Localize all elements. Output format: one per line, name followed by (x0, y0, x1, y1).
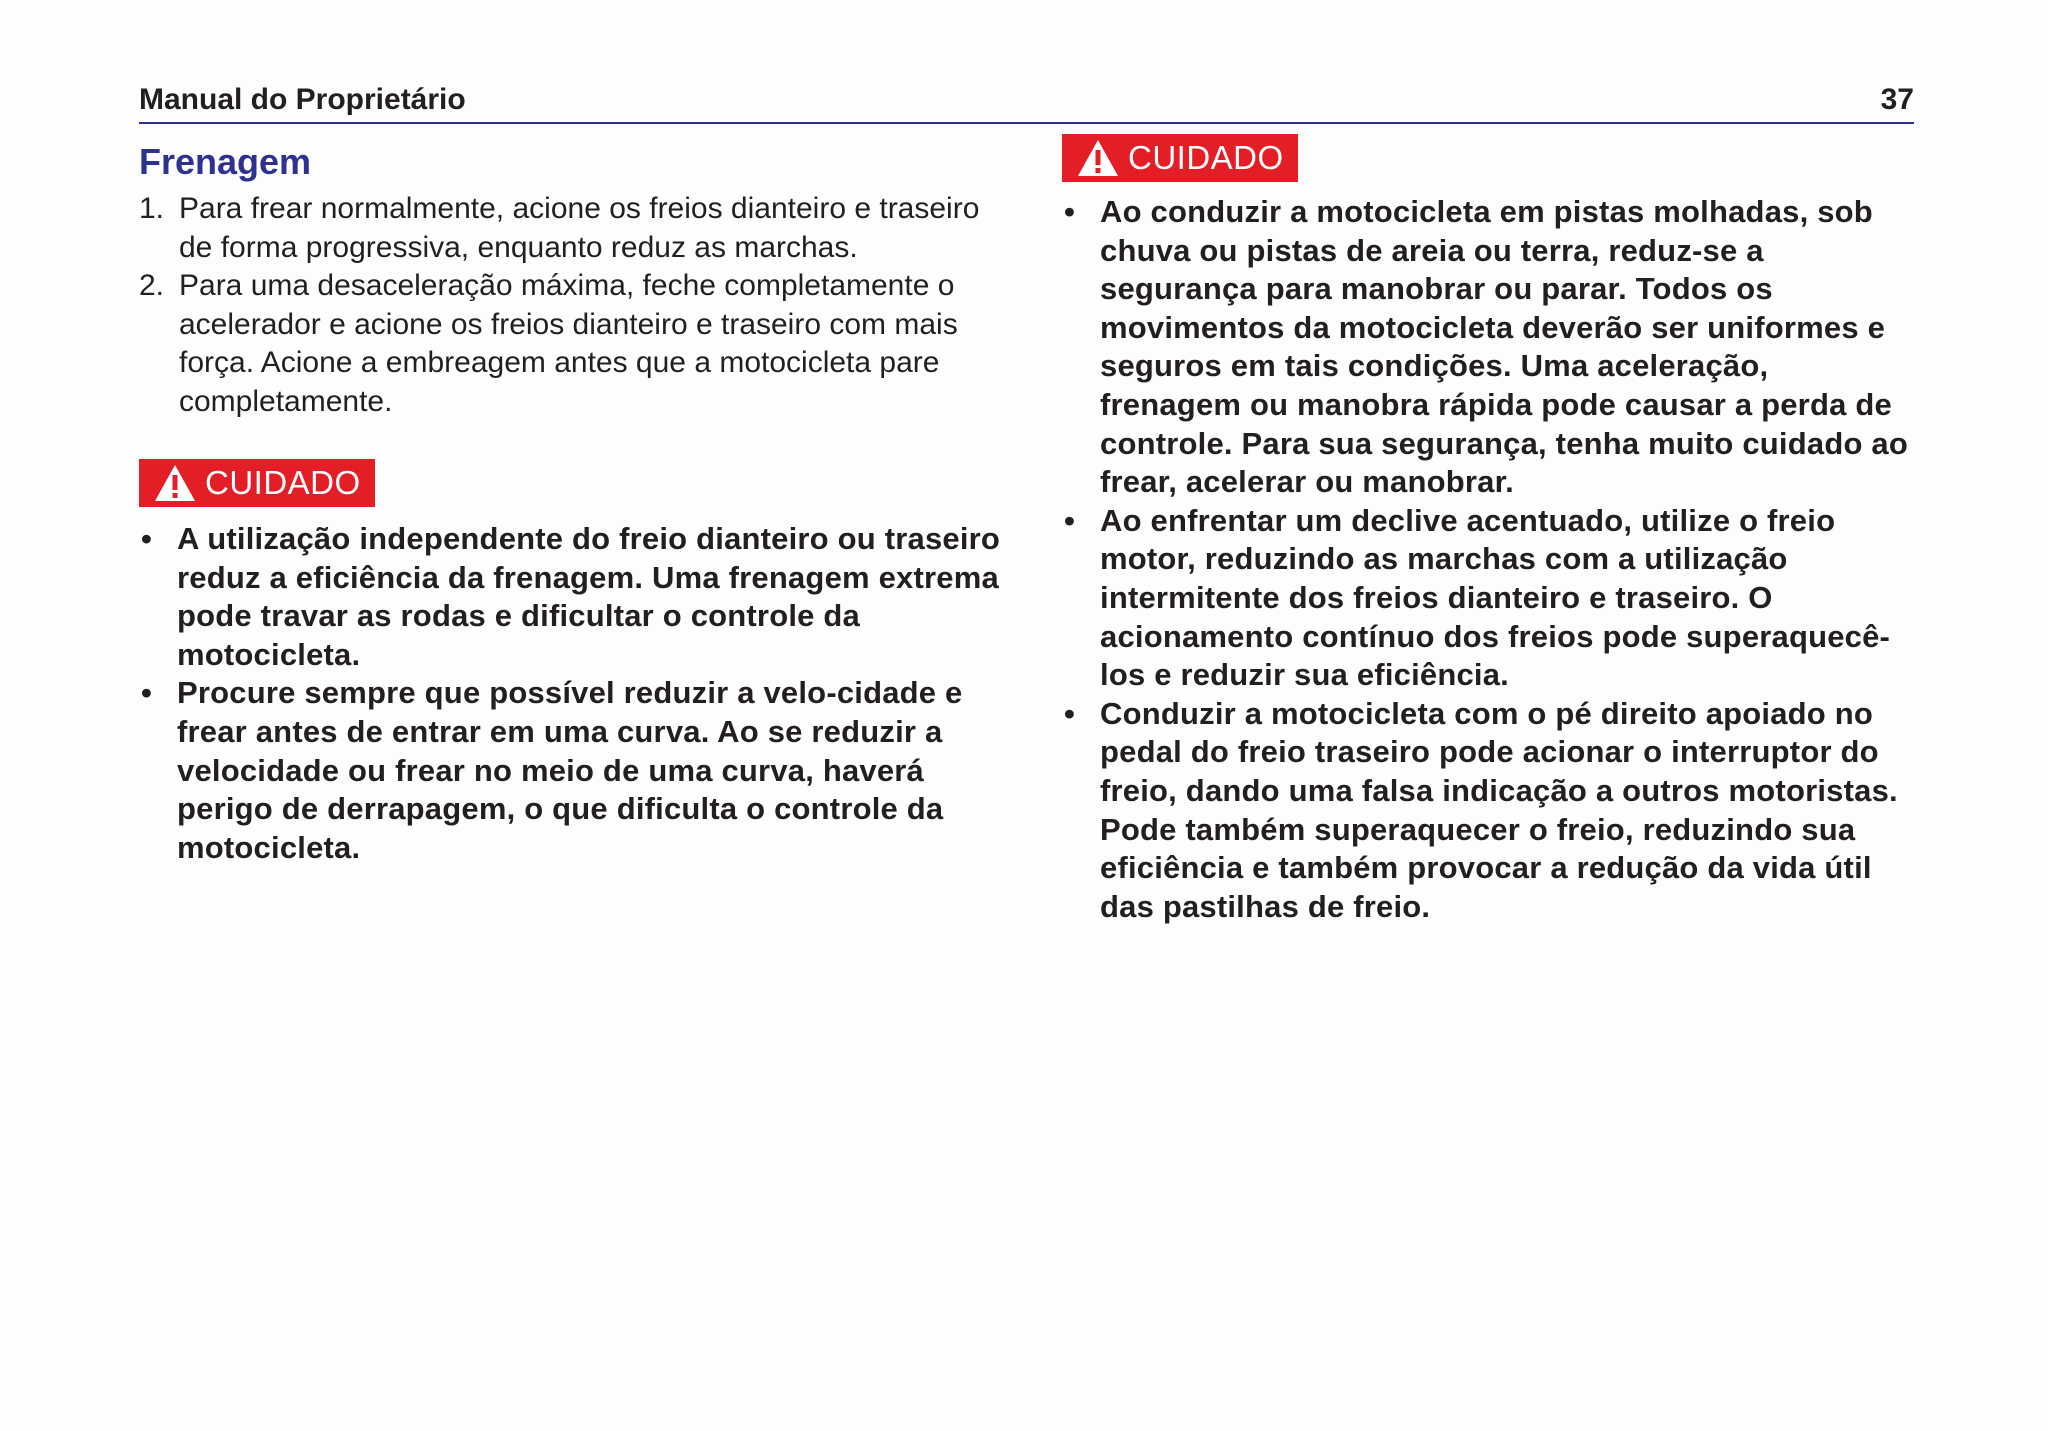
caution-bullet-item (139, 674, 1009, 867)
section-title: Frenagem (139, 141, 312, 182)
step-number: 1. (139, 192, 165, 225)
warning-triangle-icon (153, 463, 197, 503)
caution-bullet-item (139, 520, 1009, 674)
braking-steps-list (139, 190, 1009, 421)
caution-bullet-item (1062, 695, 1917, 927)
caution-bullet-text: Ao enfrentar um declive acentuado, utilize o freio motor, reduzindo as marchas com a utilização intermitente dos freios dianteiro e traseiro. O acionamento contínuo dos freios pode superaquecê-los e reduzir sua eficiência. (1100, 502, 1891, 693)
caution-badge (1062, 134, 1298, 182)
caution-bullet-list (1062, 193, 1917, 926)
bullet-glyph: • (141, 521, 153, 556)
bullet-glyph: • (1064, 502, 1076, 538)
bullet-glyph: • (1064, 695, 1076, 731)
caution-bullet-text: A utilização independente do freio dianteiro ou traseiro reduz a eficiência da frenagem. Uma frenagem extrema pode travar as rodas e dificultar o controle da motocicleta. (177, 521, 1001, 672)
caution-bullet-item (1062, 193, 1917, 502)
caution-bullet-item (1062, 502, 1917, 695)
page-number: 37 (1880, 83, 1914, 116)
right-column (1062, 134, 1917, 926)
caution-label: CUIDADO (1128, 139, 1284, 176)
bullet-glyph: • (1064, 194, 1076, 229)
caution-bullet-text: Conduzir a motocicleta com o pé direito apoiado no pedal do freio traseiro pode acionar o interruptor do freio, dando uma falsa indicação a outros motoristas. Pode também superaquecer o freio, reduzindo sua eficiência e também provocar a redução da vida útil das pastilhas de freio. (1100, 695, 1898, 924)
page-header (139, 78, 1914, 124)
caution-bullet-text: Procure sempre que possível reduzir a velo-cidade e frear antes de entrar em uma curva. Ao se reduzir a velocidade ou frear no meio de uma curva, haverá perigo de derrapagem, o que dificulta o controle da motocicleta. (177, 675, 963, 865)
step-text: Para uma desaceleração máxima, feche completamente o acelerador e acione os freios dianteiro e traseiro com mais força. Acione a embreagem antes que a motocicleta pare completamente. (179, 269, 958, 418)
caution-bullet-text: Ao conduzir a motocicleta em pistas molhadas, sob chuva ou pistas de areia ou terra, reduz-se a segurança para manobrar ou parar. Todos os movimentos da motocicleta deverão ser uniformes e seguros em tais condições. Uma aceleração, frenagem ou manobra rápida pode causar a perda de controle. Para sua segurança, tenha muito cuidado ao frear, acelerar ou manobrar. (1100, 194, 1908, 500)
caution-label: CUIDADO (205, 464, 361, 501)
step-item (139, 267, 1009, 421)
bullet-glyph: • (141, 675, 153, 711)
caution-bullet-list (139, 520, 1009, 867)
step-number: 2. (139, 269, 165, 302)
warning-triangle-icon (1076, 138, 1120, 178)
step-item (139, 190, 1009, 267)
left-column (139, 134, 1009, 867)
step-text: Para frear normalmente, acione os freios dianteiro e traseiro de forma progressiva, enquanto reduz as marchas. (179, 192, 980, 264)
manual-title: Manual do Proprietário (139, 83, 466, 116)
caution-badge (139, 459, 375, 507)
